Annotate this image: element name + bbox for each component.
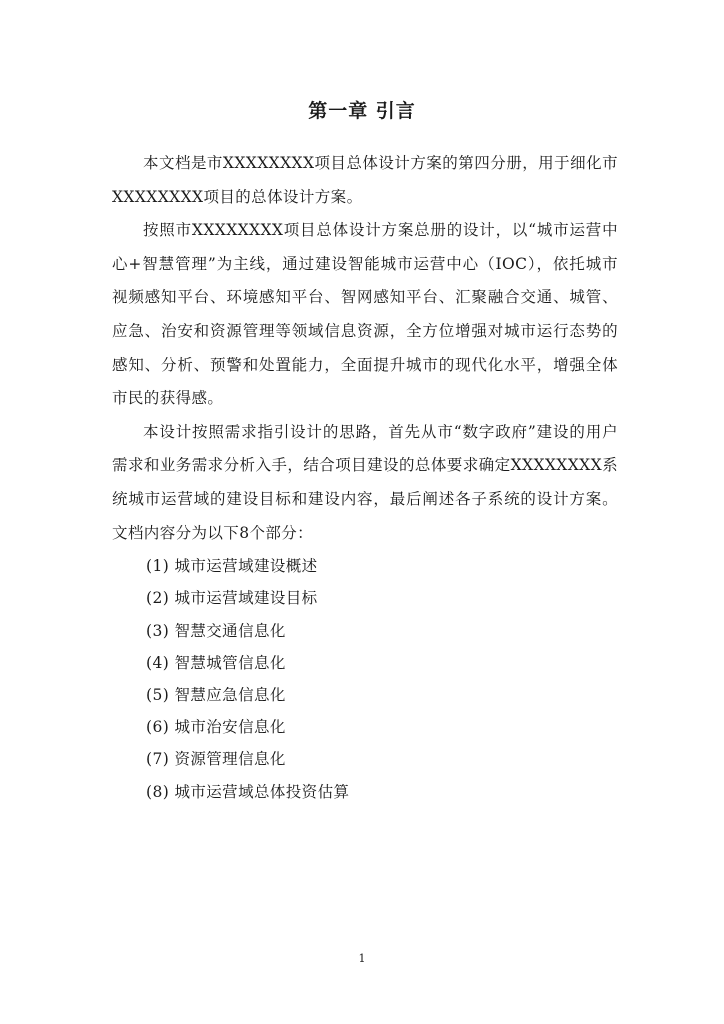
list-item: (1) 城市运营域建设概述: [146, 557, 318, 576]
page-number: 1: [358, 952, 366, 965]
background-paragraph: 按照市XXXXXXXX项目总体设计方案总册的设计，以“城市运营中心+智慧管理”为主线，通过建设智能城市运营中心（IOC），依托城市视频感知平台、环境感知平台、智网感知平台、汇聚融合交通、城管、应急、治安和资源管理等领域信息资源，全方位增强对城市运行态势的感知、分析、预警和处置能力，全面提升城市的现代化水平，增强全体市民的获得感。: [112, 221, 618, 408]
list-item: (5) 智慧应急信息化: [146, 685, 286, 704]
list-item: (8) 城市运营域总体投资估算: [146, 782, 350, 801]
list-item: (2) 城市运营域建设目标: [146, 589, 318, 608]
chapter-title: 第一章 引言: [308, 100, 416, 122]
contents-list: [112, 550, 618, 808]
body-text: [112, 147, 618, 808]
structure-paragraph: 本设计按照需求指引设计的思路，首先从市“数字政府”建设的用户需求和业务需求分析入手，结合项目建设的总体要求确定XXXXXXXX系统城市运营域的建设目标和建设内容，最后阐述各子系统的设计方案。文档内容分为以下8个部分：: [112, 422, 618, 542]
list-item: (4) 智慧城管信息化: [146, 653, 286, 672]
list-item: (3) 智慧交通信息化: [146, 621, 286, 640]
list-item: (6) 城市治安信息化: [146, 718, 286, 737]
intro-paragraph: 本文档是市XXXXXXXX项目总体设计方案的第四分册，用于细化市XXXXXXXX项目的总体设计方案。: [112, 154, 618, 206]
list-item: (7) 资源管理信息化: [146, 750, 286, 769]
